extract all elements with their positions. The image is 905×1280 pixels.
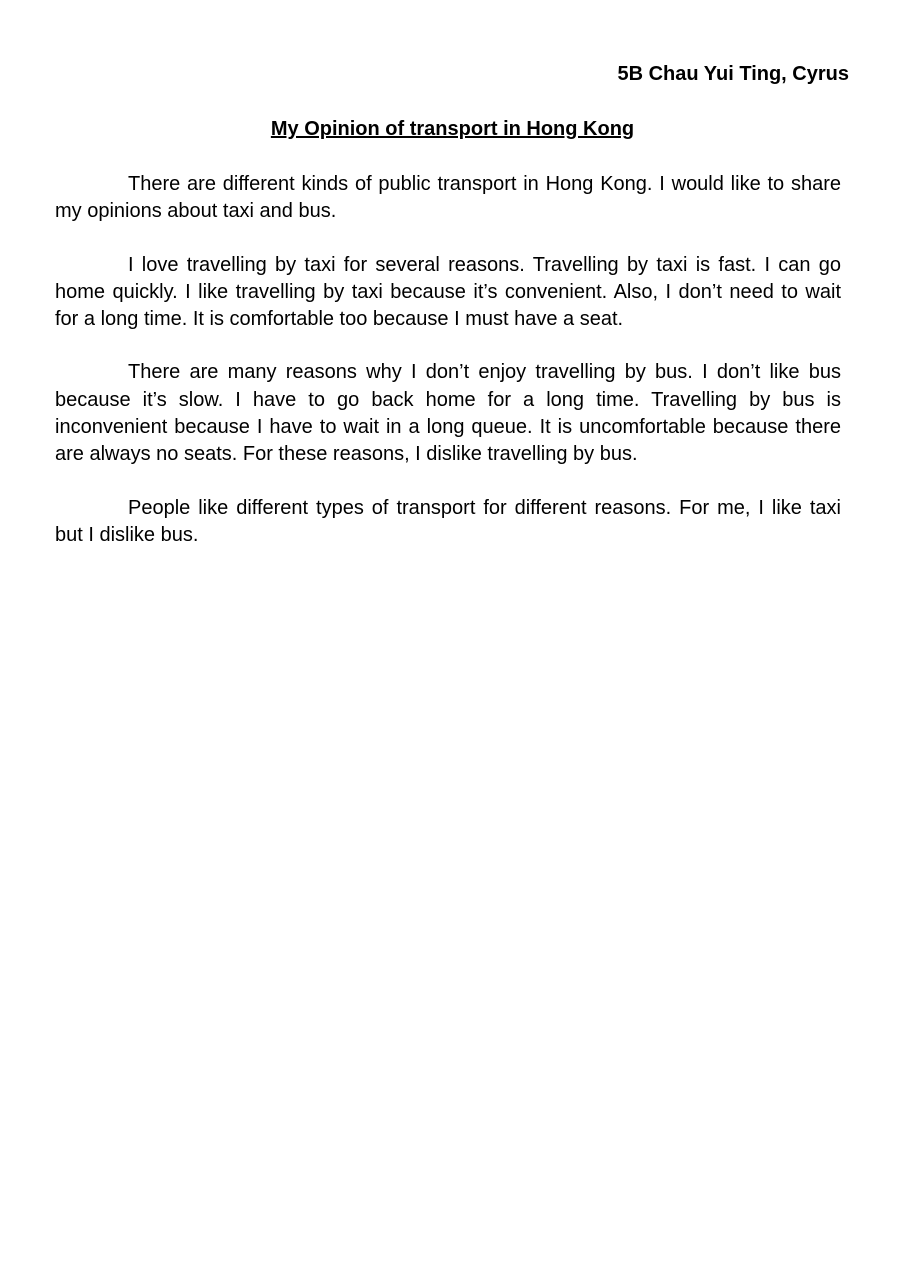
paragraph-taxi: I love travelling by taxi for several reasons. Travelling by taxi is fast. I can go home quickly. I like travelling by taxi because it’s convenient. Also, I don’t need to wait for a long time. It is comfortable too because I must have a seat. (55, 253, 841, 331)
paragraph-bus: There are many reasons why I don’t enjoy travelling by bus. I don’t like bus because it’s slow. I have to go back home for a long time. Travelling by bus is inconvenient because I have to wait in a long queue. It is uncomfortable because there are always no seats. For these reasons, I dislike travelling by bus. (55, 361, 841, 466)
page-title: My Opinion of transport in Hong Kong (270, 118, 635, 140)
paragraph-conclusion: People like different types of transport for different reasons. For me, I like taxi but I dislike bus. (55, 496, 841, 546)
essay-body (55, 171, 841, 575)
author-line: 5B Chau Yui Ting, Cyrus (617, 63, 849, 85)
paragraph-intro: There are different kinds of public transport in Hong Kong. I would like to share my opinions about taxi and bus. (55, 173, 841, 223)
